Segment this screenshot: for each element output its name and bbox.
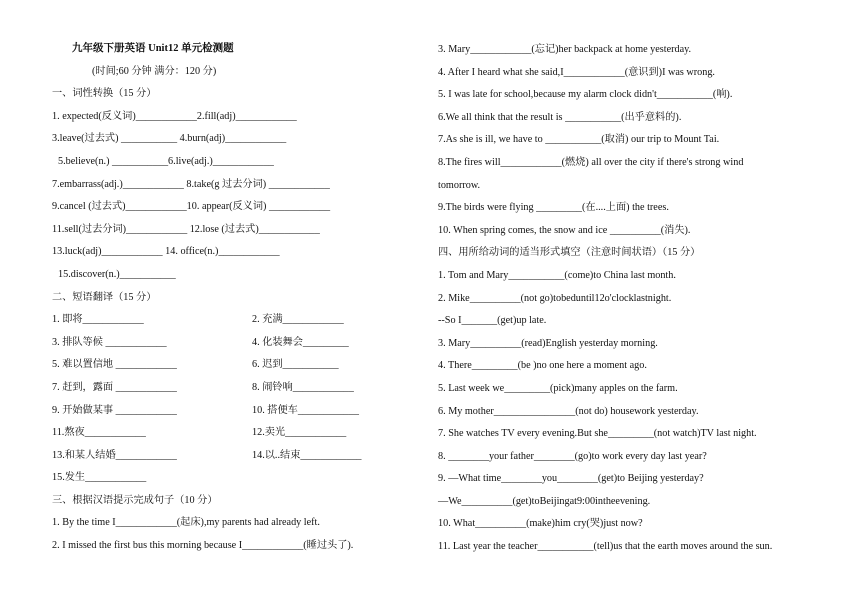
- sec2-row: [52, 377, 402, 400]
- sec1-row-6: 11.sell(过去分词)____________ 12.lose (过去式)____________: [52, 223, 320, 235]
- sec4-item: 9. —What time________you________(get)to Beijing yesterday?: [438, 473, 704, 485]
- sec3-item-10: 10. When spring comes, the snow and ice __________(消失).: [438, 224, 691, 236]
- sec3-item-7: 7.As she is ill, we have to ___________(取消) our trip to Mount Tai.: [438, 134, 720, 146]
- sec3-item-1: 1. By the time I____________(起床),my parents had already left.: [52, 517, 320, 529]
- sec1-row-2: 3.leave(过去式) ___________ 4.burn(adj)____________: [52, 133, 287, 145]
- phrase-item: 2. 充满____________: [252, 314, 344, 326]
- phrase-item: 12.卖光____________: [252, 427, 347, 439]
- sec4-item: 7. She watches TV every evening.But she_________(not watch)TV last night.: [438, 428, 757, 440]
- sec3-item-9: 9.The birds were flying _________(在....上面) the trees.: [438, 202, 669, 214]
- sec4-item: 6. My mother________________(not do) housework yesterday.: [438, 405, 699, 417]
- sec3-item-3: 3. Mary____________(忘记)her backpack at home yesterday.: [438, 44, 692, 55]
- phrase-item: 6. 迟到___________: [252, 359, 339, 371]
- sec1-row-5: 9.cancel (过去式)____________10. appear(反义词) ____________: [52, 201, 331, 213]
- sec1-row-1: 1. expected(反义词)____________2.fill(adj)____________: [52, 110, 297, 122]
- sec2-row: [52, 332, 402, 355]
- right-column: [438, 39, 796, 559]
- sec2-row: [52, 422, 402, 445]
- phrase-item: 10. 搭便车____________: [252, 404, 359, 416]
- sec1-row-3: 5.believe(n.) ___________6.live(adj.)____________: [58, 155, 274, 167]
- phrase-item: 8. 闹铃响____________: [252, 381, 354, 393]
- sec3-item-8-cont: tomorrow.: [438, 179, 481, 191]
- sec4-item: 10. What__________(make)him cry(哭)just now?: [438, 518, 643, 530]
- sec2-row: [52, 445, 402, 468]
- sec2-row: [52, 467, 402, 490]
- sec4-item: 4. There_________(be )no one here a moment ago.: [438, 360, 647, 372]
- page-title: 九年级下册英语 Unit12 单元检测题: [72, 43, 234, 54]
- sec3-item-5: 5. I was late for school,because my alarm clock didn't___________(响).: [438, 89, 733, 101]
- sec1-row-8: 15.discover(n.)___________: [58, 268, 176, 280]
- sec4-item: 8. ________your father________(go)to work every day last year?: [438, 450, 707, 462]
- sec3-item-2: 2. I missed the first bus this morning because I____________(睡过头了).: [52, 540, 354, 552]
- sec3-item-4: 4. After I heard what she said,I____________(意识到)I was wrong.: [438, 66, 715, 78]
- sec3-item-8: 8.The fires will____________(燃烧) all over the city if there's strong wind: [438, 156, 744, 168]
- phrase-item: 13.和某人结婚____________: [52, 449, 177, 461]
- section-3-heading: 三、根据汉语提示完成句子（10 分）: [52, 494, 218, 506]
- sec2-row: [52, 309, 402, 332]
- section-4-heading: 四、用所给动词的适当形式填空（注意时间状语）（15 分）: [438, 247, 701, 259]
- sec1-row-7: 13.luck(adj)____________ 14. office(n.)____________: [52, 246, 280, 258]
- phrase-item: 5. 难以置信地 ____________: [52, 359, 177, 371]
- sec3-item-6: 6.We all think that the result is ___________(出乎意料的).: [438, 111, 682, 123]
- sec2-row: [52, 354, 402, 377]
- phrase-item: 15.发生____________: [52, 472, 147, 484]
- sec4-item: 1. Tom and Mary___________(come)to China last month.: [438, 269, 676, 281]
- section-2-heading: 二、短语翻译（15 分）: [52, 291, 157, 303]
- sec4-item: 3. Mary__________(read)English yesterday morning.: [438, 337, 658, 349]
- phrase-item: 1. 即将____________: [52, 314, 144, 326]
- phrase-item: 3. 排队等候 ____________: [52, 336, 167, 348]
- phrase-item: 14.以..结束____________: [252, 449, 362, 461]
- sec4-item: 5. Last week we_________(pick)many apples on the farm.: [438, 382, 678, 394]
- sec2-row: [52, 400, 402, 423]
- phrase-item: 7. 赶到，露面 ____________: [52, 381, 177, 393]
- phrase-item: 11.熬夜____________: [52, 427, 146, 439]
- sec1-row-4: 7.embarrass(adj.)____________ 8.take(g 过去分词) ____________: [52, 178, 330, 190]
- sec4-item: --So I_______(get)up late.: [438, 315, 547, 327]
- sec4-item: 11. Last year the teacher___________(tell)us that the earth moves around the sun.: [438, 541, 773, 553]
- sec4-item: —We__________(get)toBeijingat9:00intheevening.: [438, 495, 651, 507]
- exam-info: (时间;60 分钟 满分：120 分): [92, 65, 217, 77]
- section-1-heading: 一、词性转换（15 分）: [52, 88, 157, 100]
- sec4-item: 2. Mike__________(not go)tobeduntil12o'clocklastnight.: [438, 292, 672, 304]
- left-column: [52, 38, 402, 558]
- phrase-item: 4. 化装舞会_________: [252, 336, 349, 348]
- phrase-item: 9. 开始做某事 ____________: [52, 404, 177, 416]
